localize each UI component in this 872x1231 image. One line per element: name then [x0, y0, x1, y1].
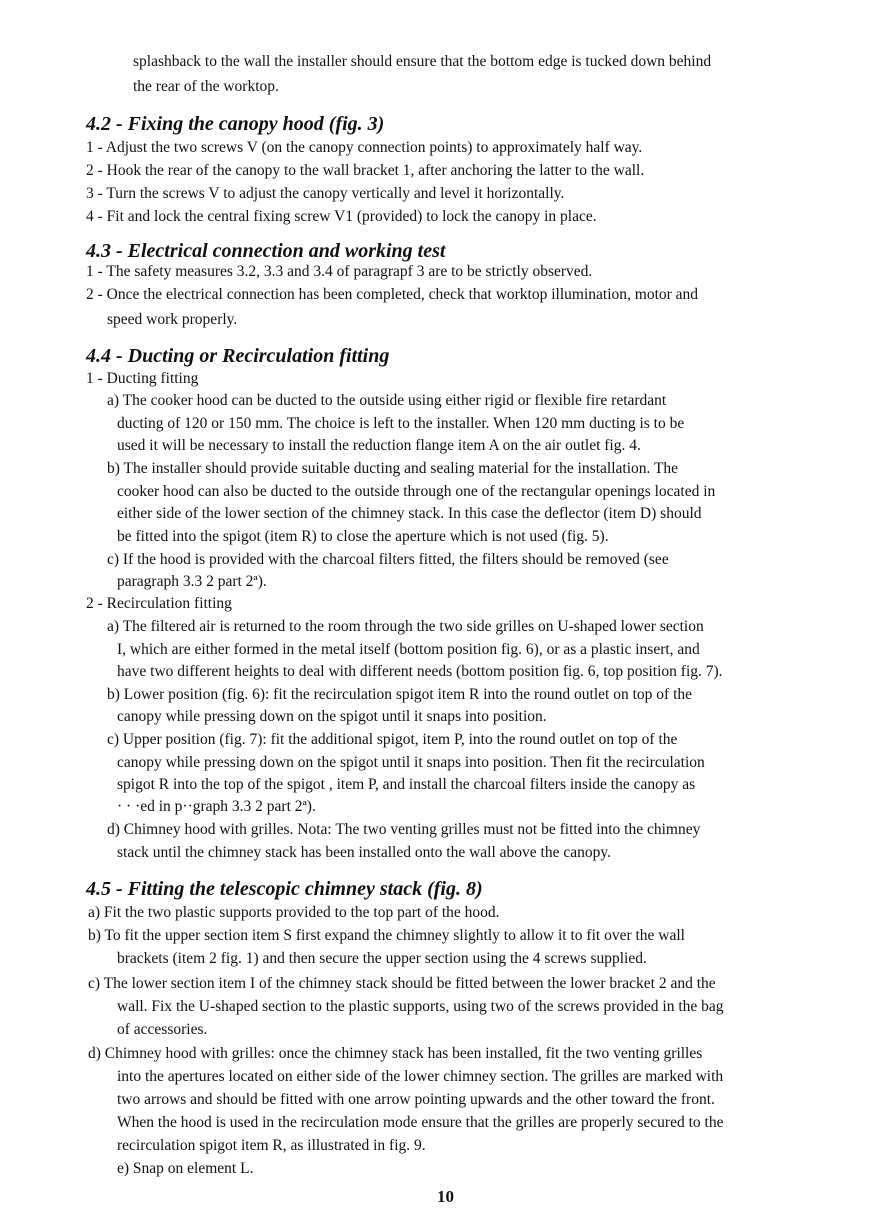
section-4-4-line: b) Lower position (fig. 6): fit the recirculation spigot item R into the round outlet on top of the: [107, 686, 693, 703]
section-4-5-line: a) Fit the two plastic supports provided to the top part of the hood.: [88, 904, 500, 921]
section-4-4-line: I, which are either formed in the metal itself (bottom position fig. 6), or as a plastic insert, and: [117, 641, 700, 658]
section-4-4-line: ducting of 120 or 150 mm. The choice is left to the installer. When 120 mm ducting is to be: [117, 415, 685, 432]
section-4-5-heading: 4.5 - Fitting the telescopic chimney stack (fig. 8): [86, 878, 483, 900]
section-4-4-line: d) Chimney hood with grilles. Nota: The two venting grilles must not be fitted into the chimney: [107, 821, 701, 838]
section-4-5-line: two arrows and should be fitted with one arrow pointing upwards and the other toward the front.: [117, 1091, 715, 1108]
section-4-4-line: spigot R into the top of the spigot , item P, and install the charcoal filters inside the canopy as: [117, 776, 696, 793]
section-4-2-line: 2 - Hook the rear of the canopy to the wall bracket 1, after anchoring the latter to the wall.: [86, 162, 645, 179]
section-4-4-line: have two different heights to deal with different needs (bottom position fig. 6, top position fig. 7).: [117, 663, 723, 680]
section-4-5-line: When the hood is used in the recirculation mode ensure that the grilles are properly secured to the: [117, 1114, 724, 1131]
section-4-2-line: 1 - Adjust the two screws V (on the canopy connection points) to approximately half way.: [86, 139, 643, 156]
section-4-4-line: be fitted into the spigot (item R) to close the aperture which is not used (fig. 5).: [117, 528, 609, 545]
section-4-4-line: c) If the hood is provided with the charcoal filters fitted, the filters should be removed (see: [107, 551, 669, 568]
section-4-4-line: 2 - Recirculation fitting: [86, 595, 232, 612]
section-4-5-line: of accessories.: [117, 1021, 208, 1038]
section-4-5-line: c) The lower section item I of the chimney stack should be fitted between the lower bracket 2 and the: [88, 975, 716, 992]
section-4-4-line: paragraph 3.3 2 part 2ª).: [117, 573, 267, 590]
page-number: 10: [437, 1187, 454, 1206]
section-4-4-line: canopy while pressing down on the spigot until it snaps into position. Then fit the recirculation: [117, 754, 705, 771]
section-4-4-line: cooker hood can also be ducted to the outside through one of the rectangular openings located in: [117, 483, 716, 500]
section-4-5-line: into the apertures located on either side of the lower chimney section. The grilles are marked with: [117, 1068, 724, 1085]
section-4-4-line: c) Upper position (fig. 7): fit the additional spigot, item P, into the round outlet on top of the: [107, 731, 678, 748]
section-4-4-line: stack until the chimney stack has been installed onto the wall above the canopy.: [117, 844, 611, 861]
section-4-4-line: 1 - Ducting fitting: [86, 370, 199, 387]
section-4-2-heading: 4.2 - Fixing the canopy hood (fig. 3): [86, 113, 385, 135]
section-4-3-heading: 4.3 - Electrical connection and working test: [86, 240, 446, 262]
section-4-4-line: a) The cooker hood can be ducted to the outside using either rigid or flexible fire retardant: [107, 392, 667, 409]
section-4-5-line: e) Snap on element L.: [117, 1160, 254, 1177]
section-4-5-line: d) Chimney hood with grilles: once the chimney stack has been installed, fit the two venting grilles: [88, 1045, 703, 1062]
section-4-4-line: canopy while pressing down on the spigot until it snaps into position.: [117, 708, 547, 725]
section-4-3-line: 2 - Once the electrical connection has been completed, check that worktop illumination, motor and: [86, 286, 699, 303]
section-4-5-line: b) To fit the upper section item S first expand the chimney slightly to allow it to fit over the wall: [88, 927, 685, 944]
section-4-5-line: recirculation spigot item R, as illustrated in fig. 9.: [117, 1137, 426, 1154]
section-4-5-line: brackets (item 2 fig. 1) and then secure the upper section using the 4 screws supplied.: [117, 950, 647, 967]
section-4-2-line: 4 - Fit and lock the central fixing screw V1 (provided) to lock the canopy in place.: [86, 208, 597, 225]
section-4-4-line: · · ·ed in p··graph 3.3 2 part 2ª).: [117, 798, 316, 815]
section-4-4-line: b) The installer should provide suitable ducting and sealing material for the installation. The: [107, 460, 679, 477]
section-4-5-line: wall. Fix the U-shaped section to the plastic supports, using two of the screws provided in the bag: [117, 998, 724, 1015]
section-4-4-line: either side of the lower section of the chimney stack. In this case the deflector (item D) should: [117, 505, 702, 522]
section-4-4-heading: 4.4 - Ducting or Recirculation fitting: [86, 345, 390, 367]
intro-line: splashback to the wall the installer should ensure that the bottom edge is tucked down behind: [133, 53, 712, 70]
section-4-4-line: used it will be necessary to install the reduction flange item A on the air outlet fig. 4.: [117, 437, 641, 454]
section-4-4-line: a) The filtered air is returned to the room through the two side grilles on U-shaped lower section: [107, 618, 704, 635]
section-4-3-line: 1 - The safety measures 3.2, 3.3 and 3.4 of paragrapf 3 are to be strictly observed.: [86, 263, 593, 280]
section-4-2-line: 3 - Turn the screws V to adjust the canopy vertically and level it horizontally.: [86, 185, 565, 202]
intro-line: the rear of the worktop.: [133, 78, 279, 95]
section-4-3-line: speed work properly.: [107, 311, 238, 328]
